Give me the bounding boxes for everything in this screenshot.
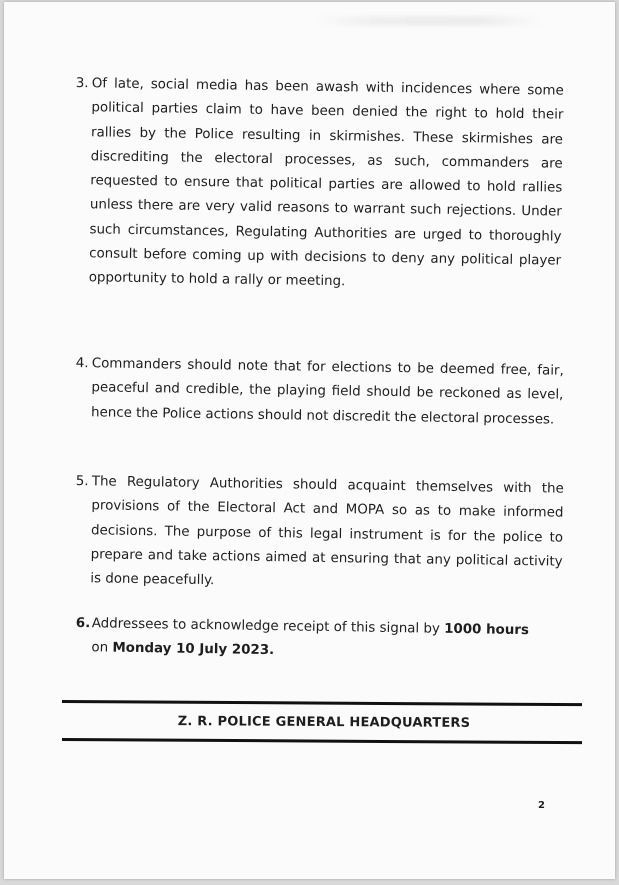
paragraph-4 — [75, 352, 564, 433]
acknowledge-text: Addressees to acknowledge receipt of this signal by — [91, 616, 440, 637]
paragraph-number: 3. — [75, 75, 89, 92]
footer-rule-top — [62, 700, 582, 706]
footer-rule-bottom — [62, 738, 582, 744]
paragraph-3 — [73, 72, 564, 298]
paragraph-text: The Regulatory Authorities should acquaint themselves with the provisions of the Electoral Act and MOPA so as to make informed decisions. The purpose of this legal instrument is for the police to prepare and take actions aimed at ensuring that any political activity is done peacefully. — [90, 474, 564, 589]
paragraph-6 — [75, 612, 564, 668]
scan-shadow — [314, 16, 544, 26]
paragraph-text — [91, 612, 564, 668]
paragraph-text: Commanders should note that for elections to be deemed free, fair, peaceful and credible, the playing field should be reckoned as level, hence the Police actions should not discredit the electoral processes. — [90, 356, 564, 428]
document-page — [4, 2, 615, 879]
paragraph-number: 4. — [75, 355, 89, 372]
deadline-time: 1000 hours — [443, 621, 530, 639]
paragraph-5 — [74, 470, 564, 599]
connector-text: on — [91, 640, 109, 656]
page-number: 2 — [538, 800, 545, 811]
footer-title: Z. R. POLICE GENERAL HEADQUARTERS — [177, 714, 471, 731]
paragraph-number: 5. — [75, 473, 89, 490]
paragraph-number: 6. — [75, 615, 91, 632]
paragraph-text: Of late, social media has been awash with incidences where some political parties claim to have been denied the right to hold their rallies by the Police resulting in skirmishes. These skirmishes are discrediting the electoral processes, as such, commanders are requested to ensure that political parties are allowed to hold rallies unless there are very valid reasons to warrant such rejections. Under such circumstances, Regulating Authorities are urged to thoroughly consult before coming up with decisions to deny any political player opportunity to hold a rally or meeting. — [88, 76, 564, 290]
deadline-date: Monday 10 July 2023. — [112, 640, 275, 659]
